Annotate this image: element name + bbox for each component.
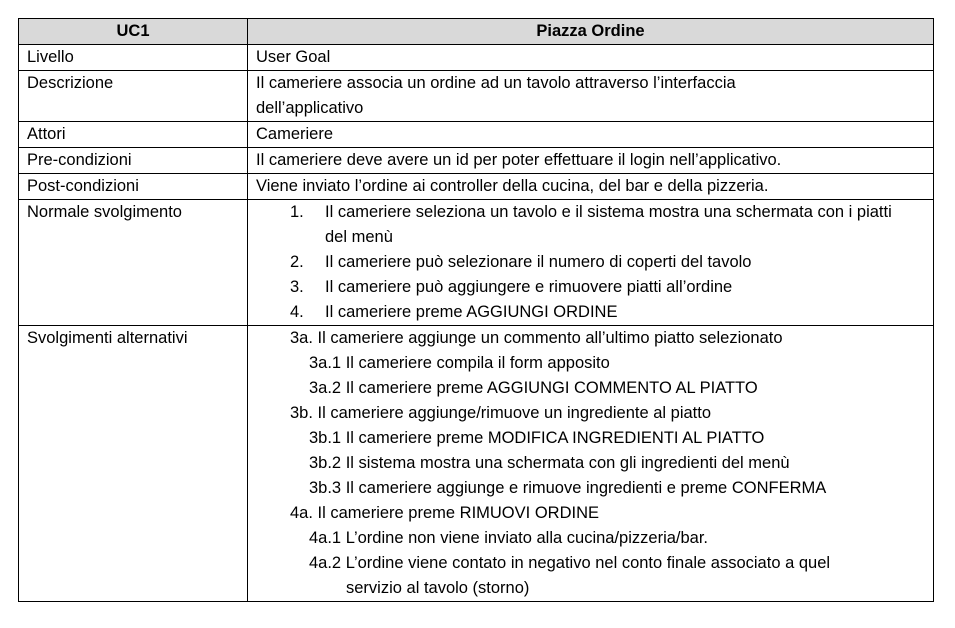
description-text: Il cameriere associa un ordine ad un tavolo attraverso l’interfaccia dell’applicativo xyxy=(256,74,736,117)
row-value: Viene inviato l’ordine ai controller della cucina, del bar e della pizzeria. xyxy=(248,174,934,200)
header-row xyxy=(19,19,934,45)
row-label: Descrizione xyxy=(19,71,248,122)
alt-substep-continuation xyxy=(256,576,929,601)
alt-substep: 4a.2 L’ordine viene contato in negativo nel conto finale associato a quel xyxy=(309,554,831,572)
step-number: 4. xyxy=(290,303,304,321)
alt-substep: 3a.2 Il cameriere preme AGGIUNGI COMMENTO AL PIATTO xyxy=(309,379,758,397)
alt-substep: 3b.1 Il cameriere preme MODIFICA INGREDIENTI AL PIATTO xyxy=(309,429,765,447)
list-item xyxy=(256,300,903,325)
step-text: Il cameriere preme AGGIUNGI ORDINE xyxy=(325,303,618,321)
row-label: Svolgimenti alternativi xyxy=(19,326,248,602)
use-case-title: Piazza Ordine xyxy=(248,19,934,45)
use-case-table xyxy=(18,18,934,602)
row-label: Normale svolgimento xyxy=(19,200,248,326)
step-number: 3. xyxy=(290,278,304,296)
row-value: Cameriere xyxy=(248,122,934,148)
row-post-condizioni xyxy=(19,174,934,200)
row-value xyxy=(248,71,934,122)
row-label: Livello xyxy=(19,45,248,71)
step-text: Il cameriere può aggiungere e rimuovere piatti all’ordine xyxy=(325,278,733,296)
normal-flow-steps xyxy=(256,200,903,325)
row-label: Post-condizioni xyxy=(19,174,248,200)
row-livello xyxy=(19,45,934,71)
step-text: Il cameriere seleziona un tavolo e il sistema mostra una schermata con i piatti del menù xyxy=(325,203,892,246)
alternative-flow xyxy=(256,326,929,601)
row-value: User Goal xyxy=(248,45,934,71)
row-pre-condizioni xyxy=(19,148,934,174)
alt-substep: 4a.1 L’ordine non viene inviato alla cucina/pizzeria/bar. xyxy=(309,529,709,547)
use-case-id: UC1 xyxy=(19,19,248,45)
row-attori xyxy=(19,122,934,148)
list-item xyxy=(256,275,903,300)
step-number: 2. xyxy=(290,253,304,271)
row-value xyxy=(248,326,934,602)
alt-substep: 3b.3 Il cameriere aggiunge e rimuove ingredienti e preme CONFERMA xyxy=(309,479,827,497)
list-item xyxy=(256,250,903,275)
row-descrizione xyxy=(19,71,934,122)
row-value xyxy=(248,200,934,326)
row-label: Pre-condizioni xyxy=(19,148,248,174)
row-normale-svolgimento xyxy=(19,200,934,326)
alt-substep: 3b.2 Il sistema mostra una schermata con gli ingredienti del menù xyxy=(309,454,790,472)
row-label: Attori xyxy=(19,122,248,148)
row-svolgimenti-alternativi xyxy=(19,326,934,602)
alt-step: 4a. Il cameriere preme RIMUOVI ORDINE xyxy=(290,504,599,522)
alt-step: 3a. Il cameriere aggiunge un commento all’ultimo piatto selezionato xyxy=(290,329,783,347)
step-text: Il cameriere può selezionare il numero di coperti del tavolo xyxy=(325,253,752,271)
continuation-text: servizio al tavolo (storno) xyxy=(346,579,530,597)
row-value: Il cameriere deve avere un id per poter effettuare il login nell’applicativo. xyxy=(248,148,934,174)
alt-substep: 3a.1 Il cameriere compila il form apposito xyxy=(309,354,610,372)
list-item xyxy=(256,200,903,250)
alt-step: 3b. Il cameriere aggiunge/rimuove un ingrediente al piatto xyxy=(290,404,712,422)
step-number: 1. xyxy=(290,203,304,221)
